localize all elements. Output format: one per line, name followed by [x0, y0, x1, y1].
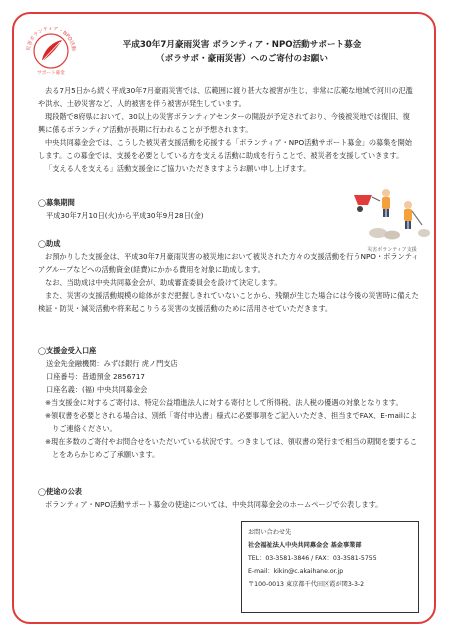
account-heading: ◯支援金受入口座 — [38, 346, 97, 355]
account-note: ※領収書を必要とされる場合は、別紙「寄付申込書」様式に必要事項をご記入いただき、担当までFAX、E-mailによりご連絡ください。 — [45, 411, 418, 433]
title-line-1: 平成30年7月豪雨災害 ボランティア・NPO活動サポート募金 — [122, 40, 362, 50]
illustration-caption: 災害ボランティア支援 — [367, 247, 417, 253]
account-number: 口座番号：普通預金 2856717 — [46, 372, 145, 381]
account-note: ※現在多数のご寄付やお問合せをいただいている状況です。つきましては、領収書の発行まで相当の期間を要することをあらかじめご了承願います。 — [45, 437, 418, 459]
account-bank: 送金先金融機関：みずほ銀行 虎ノ門支店 — [46, 359, 178, 368]
contact-address: 〒100-0013 東京都千代田区霞が関3-3-2 — [248, 581, 365, 588]
grant-paragraph: なお、当助成は中央共同募金会が、助成審査委員会を設けて決定します。 — [45, 278, 282, 287]
contact-email: E-mail：kikin@c.akaihane.or.jp — [248, 568, 344, 575]
grant-heading: ◯助成 — [38, 239, 61, 248]
document-title — [82, 38, 402, 66]
contact-box — [241, 521, 419, 613]
period-text: 平成30年7月10日(火)から平成30年9月28日(金) — [46, 211, 204, 220]
intro-paragraph: 現段階で8府県において、30以上の災害ボランティアセンターの開設が予定されており、今後被災地では復旧、復興に係るボランティア活動が長期に行われることが予想されます。 — [38, 112, 410, 134]
report-text: ボランティア・NPO活動サポート募金の使途については、中央共同募金会のホームページで公表します。 — [45, 500, 383, 509]
intro-section — [38, 84, 416, 175]
account-holder: 口座名義：(福) 中央共同募金会 — [46, 385, 148, 394]
logo-ring-text: 災害ボランティア・NPO活動 — [25, 25, 77, 52]
account-section — [38, 344, 420, 461]
grant-paragraph: お預かりした支援金は、平成30年7月豪雨災害の被災地において被災された方々の支援活動を行うNPO・ボランティアグループなどへの活動資金(経費)にかかる費用を対象に助成します。 — [38, 252, 419, 274]
report-section — [38, 485, 420, 511]
period-heading: ◯募集期間 — [38, 198, 75, 207]
contact-tel-fax: TEL：03-3581-3846 / FAX：03-3581-5755 — [248, 555, 377, 562]
report-heading: ◯使途の公表 — [38, 487, 82, 496]
fund-logo — [22, 22, 80, 80]
title-line-2: （ボラサポ・豪雨災害）へのご寄付のお願い — [156, 54, 328, 64]
contact-org: 社会福祉法人中央共同募金会 基金事業部 — [248, 542, 362, 549]
account-note: ※当支援金に対するご寄付は、特定公益増進法人に対する寄付として所得税、法人税の優遇の対象となります。 — [45, 398, 403, 407]
logo-bottom-text: サポート募金 — [37, 71, 65, 76]
period-section — [38, 196, 420, 222]
grant-paragraph: また、災害の支援活動規模の総体がまだ把握しきれていないことから、残額が生じた場合には今後の災害時に備えた検証・防災・減災活動や将来起こりうる災害の支援活動のために活用させていただきます。 — [38, 291, 419, 313]
contact-label: お問い合わせ先 — [248, 529, 292, 536]
intro-paragraph: 「支える人を支える」活動支援金にご協力いただきますようお願い申し上げます。 — [45, 164, 311, 173]
intro-paragraph: 中央共同募金会では、こうした被災者支援活動を応援する「ボランティア・NPO活動サポート募金」の募集を開始します。この募金では、支援を必要としている方を支える活動に助成を行うことで、被災者を支援していきます。 — [38, 138, 412, 160]
grant-section — [38, 237, 420, 315]
intro-paragraph: 去る7月5日から続く平成30年7月豪雨災害では、広範囲に渡り甚大な被害が生じ、非常に広範な地域で河川の氾濫や洪水、土砂災害など、人的被害を伴う被害が発生しています。 — [38, 86, 413, 108]
